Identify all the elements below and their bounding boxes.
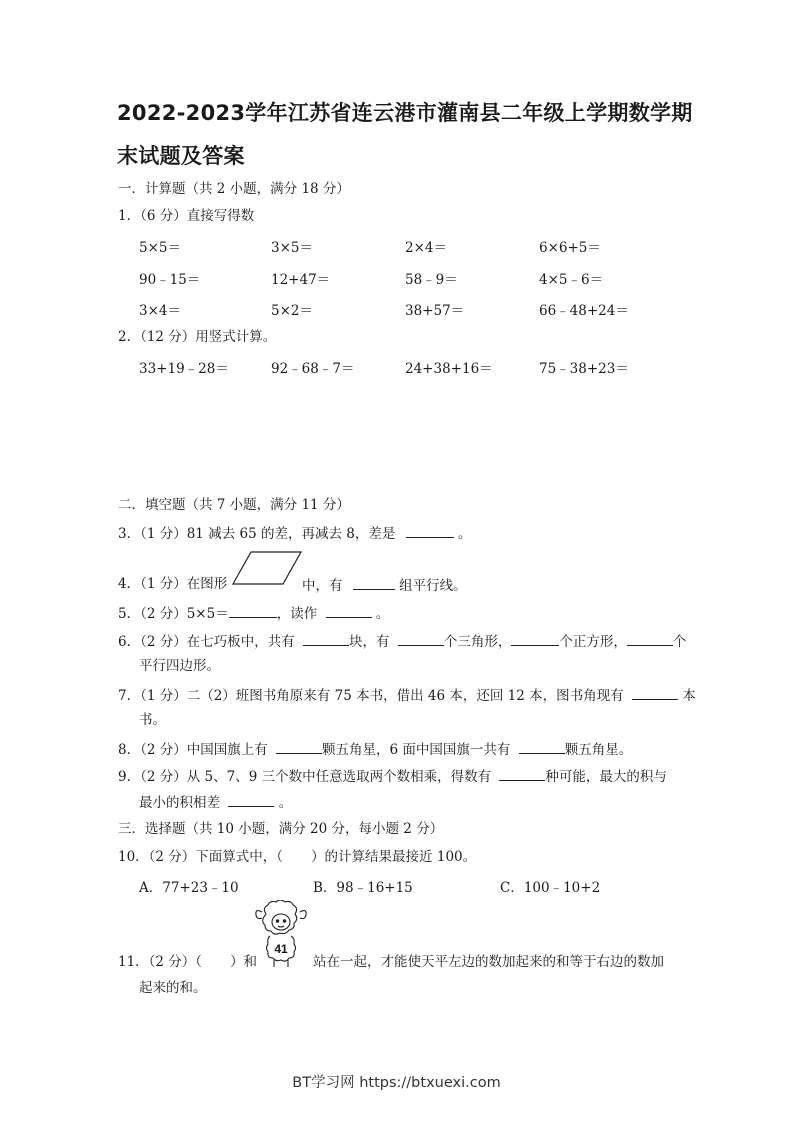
q3-text: 3．（1 分）81 减去 65 的差，再减去 8，差是	[118, 526, 396, 542]
section-3-heading: 三．选择题（共 10 小题，满分 20 分，每小题 2 分）	[118, 821, 444, 837]
q4-text-2: 中，有	[302, 578, 343, 594]
q6-text-5: 个	[672, 634, 687, 650]
answer-blank[interactable]	[228, 792, 274, 807]
option-c[interactable]: C．100﹣10+2	[500, 880, 601, 896]
q9-text-3: 最小的积相差	[139, 795, 220, 811]
q1-cell: 5×2＝	[271, 303, 313, 319]
section-2-heading: 二．填空题（共 7 小题，满分 11 分）	[118, 497, 350, 513]
q11-text-2: ）和	[230, 954, 258, 970]
footer-watermark: BT学习网 https://btxuexi.com	[292, 1075, 501, 1091]
question-11	[118, 953, 257, 971]
question-7	[118, 685, 696, 705]
question-8	[118, 739, 632, 759]
question-5	[118, 603, 389, 623]
document-title	[117, 92, 697, 178]
q1-cell: 6×6+5＝	[539, 240, 601, 256]
answer-blank[interactable]	[627, 631, 673, 646]
answer-blank[interactable]	[276, 739, 322, 754]
q3-end: 。	[457, 526, 472, 542]
q1-cell: 90﹣15＝	[139, 272, 201, 288]
question-6	[118, 631, 686, 651]
answer-blank[interactable]	[398, 631, 444, 646]
question-11-cont: 站在一起，才能使天平左边的数加起来的和等于右边的数加	[313, 954, 664, 970]
question-11-line2: 起来的和。	[139, 980, 207, 996]
q8-text: 8．（2 分）中国国旗上有	[118, 742, 268, 758]
q4-text: 4．（1 分）在图形	[118, 576, 228, 592]
question-9	[118, 766, 667, 786]
question-9-line2	[139, 792, 292, 812]
answer-blank[interactable]	[499, 766, 545, 781]
title-line-1: 2022-2023学年江苏省连云港市灌南县二年级上学期数学期	[117, 101, 693, 125]
q1-cell: 3×5＝	[271, 240, 313, 256]
q2-item: 33+19﹣28＝	[139, 361, 229, 377]
q1-cell: 3×4＝	[139, 303, 181, 319]
question-1: 1．（6 分）直接写得数	[118, 208, 255, 224]
answer-blank[interactable]	[519, 739, 565, 754]
answer-blank[interactable]	[353, 575, 395, 590]
q1-cell: 2×4＝	[405, 240, 447, 256]
q2-item: 24+38+16＝	[405, 361, 493, 377]
answer-blank[interactable]	[229, 603, 277, 618]
parallelogram-figure	[231, 550, 303, 588]
title-line-2: 末试题及答案	[117, 144, 245, 168]
section-1-heading: 一．计算题（共 2 小题，满分 18 分）	[118, 181, 350, 197]
q2-item: 75﹣38+23＝	[539, 361, 629, 377]
q2-item: 92﹣68﹣7＝	[271, 361, 355, 377]
q9-text-2: 种可能，最大的积与	[545, 769, 667, 785]
answer-blank[interactable]	[632, 685, 678, 700]
question-2: 2．（12 分）用竖式计算。	[118, 329, 277, 345]
answer-blank[interactable]	[511, 631, 559, 646]
q6-text: 6．（2 分）在七巧板中，共有	[118, 634, 295, 650]
q6-text-3: 个三角形，	[443, 634, 512, 650]
q1-cell: 66﹣48+24＝	[539, 303, 629, 319]
q9-text: 9．（2 分）从 5、7、9 三个数中任意选取两个数相乘，得数有	[118, 769, 492, 785]
q8-text-2: 颗五角星，6 面中国国旗一共有	[322, 742, 511, 758]
question-10	[118, 848, 476, 866]
answer-blank[interactable]	[303, 631, 349, 646]
question-7-line2: 书。	[139, 712, 166, 728]
option-a[interactable]: A．77+23﹣10	[139, 880, 239, 896]
q8-text-3: 颗五角星。	[564, 742, 633, 758]
question-3	[118, 523, 471, 543]
sheep-number: 41	[274, 942, 288, 956]
q7-text: 7．（1 分）二（2）班图书角原来有 75 本书，借出 46 本，还回 12 本，图书角现有	[118, 688, 624, 704]
question-4	[118, 575, 227, 593]
q1-cell: 38+57＝	[405, 303, 465, 319]
q1-cell: 4×5﹣6＝	[539, 272, 604, 288]
q5-text: 5．（2 分）5×5＝	[118, 606, 229, 622]
q4-text-3: 组平行线。	[399, 578, 467, 594]
q6-text-2: 块，有	[349, 634, 390, 650]
question-6-line2: 平行四边形。	[139, 658, 220, 674]
option-b[interactable]: B．98﹣16+15	[313, 880, 413, 896]
q11-text: 11．（2 分）（	[118, 954, 203, 970]
answer-blank[interactable]	[406, 523, 454, 538]
q10-text-2: ）的计算结果最接近 100。	[311, 849, 477, 865]
q6-text-4: 个正方形，	[559, 634, 627, 650]
question-4-cont	[302, 575, 467, 595]
q5-end: 。	[375, 606, 390, 622]
q1-cell: 58﹣9＝	[405, 272, 458, 288]
q1-cell: 12+47＝	[271, 272, 331, 288]
q5-text-2: ，读作	[276, 606, 318, 622]
sheep-41-figure	[252, 900, 310, 970]
q7-text-2: 本	[682, 688, 696, 704]
q10-text: 10．（2 分）下面算式中，（	[118, 849, 284, 865]
q1-cell: 5×5＝	[139, 240, 181, 256]
answer-blank[interactable]	[326, 603, 372, 618]
q9-end: 。	[278, 795, 293, 811]
